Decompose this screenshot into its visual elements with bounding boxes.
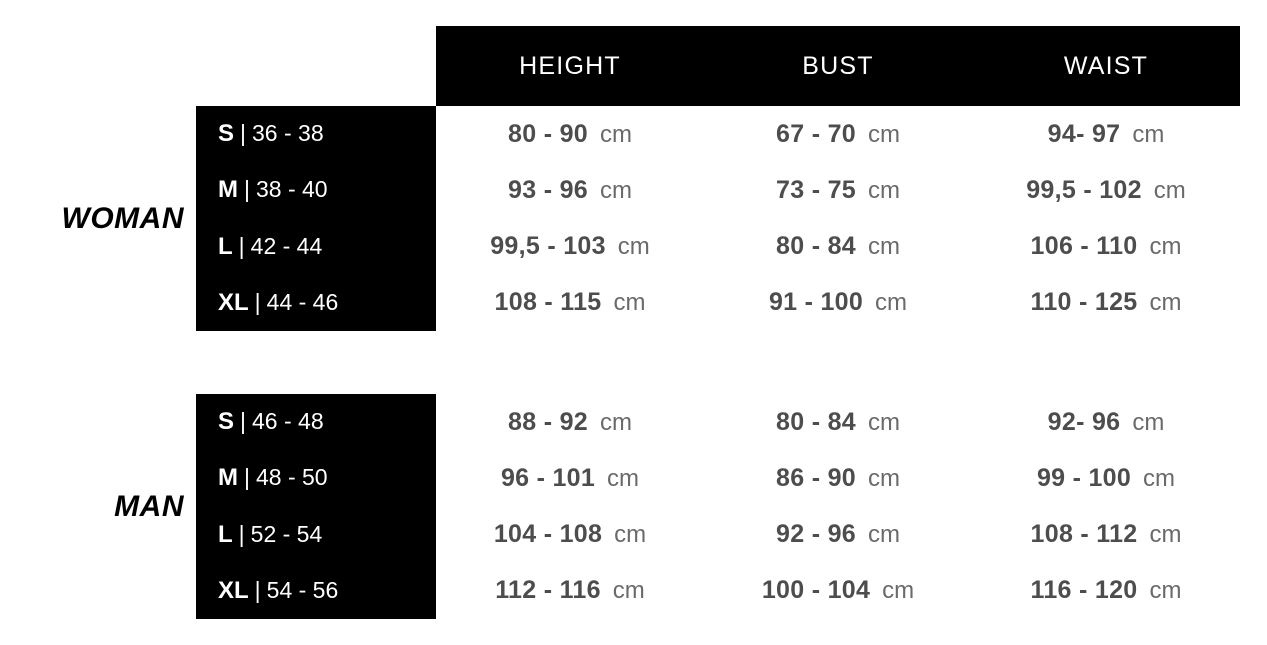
table-row xyxy=(196,275,1240,331)
cell-waist xyxy=(972,464,1240,493)
cell-size xyxy=(196,577,436,605)
waist-unit: cm xyxy=(1149,521,1182,549)
size-separator: | xyxy=(238,520,245,547)
size-separator: | xyxy=(240,120,246,147)
cell-waist xyxy=(972,120,1240,149)
cell-height xyxy=(436,120,704,149)
cell-bust xyxy=(704,288,972,317)
cell-height xyxy=(436,176,704,205)
bust-value: 100 - 104 xyxy=(761,576,871,605)
size-range: 42 - 44 xyxy=(250,232,323,259)
cell-size xyxy=(196,408,436,436)
size-range: 52 - 54 xyxy=(250,520,323,547)
bust-unit: cm xyxy=(867,120,900,148)
bust-unit: cm xyxy=(867,176,900,204)
height-value: 112 - 116 xyxy=(495,576,601,605)
cell-bust xyxy=(704,576,972,605)
table-row xyxy=(196,507,1240,563)
group-label-woman: WOMAN xyxy=(61,201,184,235)
bust-value: 91 - 100 xyxy=(768,288,864,317)
cell-waist xyxy=(972,176,1240,205)
bust-value: 80 - 84 xyxy=(776,407,856,436)
table-row xyxy=(196,394,1240,450)
bust-unit: cm xyxy=(867,408,900,436)
height-unit: cm xyxy=(599,176,632,204)
cell-size xyxy=(196,120,436,148)
cell-height xyxy=(436,408,704,437)
cell-waist xyxy=(972,288,1240,317)
size-code: S xyxy=(218,120,235,148)
column-header-waist: WAIST xyxy=(1063,51,1149,80)
cell-waist xyxy=(972,408,1240,437)
waist-unit: cm xyxy=(1153,176,1186,204)
group-woman xyxy=(0,106,1267,331)
height-unit: cm xyxy=(617,233,650,261)
height-value: 88 - 92 xyxy=(508,407,588,436)
cell-bust xyxy=(704,408,972,437)
waist-value: 108 - 112 xyxy=(1030,520,1138,549)
waist-value: 110 - 125 xyxy=(1030,288,1138,317)
table-row xyxy=(196,450,1240,506)
bust-unit: cm xyxy=(867,521,900,549)
height-value: 80 - 90 xyxy=(508,119,588,148)
bust-unit: cm xyxy=(882,577,915,605)
size-code: S xyxy=(218,408,235,436)
waist-unit: cm xyxy=(1149,289,1182,317)
cell-bust xyxy=(704,520,972,549)
height-unit: cm xyxy=(613,289,646,317)
cell-waist xyxy=(972,232,1240,261)
cell-height xyxy=(436,464,704,493)
rows-woman xyxy=(196,106,1240,331)
table-row xyxy=(196,106,1240,162)
size-code: M xyxy=(218,176,238,204)
cell-size xyxy=(196,521,436,549)
height-value: 104 - 108 xyxy=(493,520,603,549)
waist-unit: cm xyxy=(1149,577,1182,605)
height-value: 93 - 96 xyxy=(508,175,588,204)
cell-bust xyxy=(704,120,972,149)
cell-bust xyxy=(704,232,972,261)
height-unit: cm xyxy=(614,521,647,549)
waist-unit: cm xyxy=(1143,464,1176,492)
waist-value: 99,5 - 102 xyxy=(1026,175,1142,204)
bust-unit: cm xyxy=(875,289,908,317)
size-code: M xyxy=(218,464,238,492)
cell-size xyxy=(196,464,436,492)
waist-unit: cm xyxy=(1132,120,1165,148)
waist-unit: cm xyxy=(1149,233,1182,261)
size-code: L xyxy=(218,232,233,260)
rows-man xyxy=(196,394,1240,619)
bust-value: 86 - 90 xyxy=(776,463,856,492)
waist-value: 116 - 120 xyxy=(1030,576,1138,605)
size-separator: | xyxy=(238,232,245,259)
size-range: 48 - 50 xyxy=(255,464,328,491)
bust-value: 92 - 96 xyxy=(776,520,856,549)
bust-value: 73 - 75 xyxy=(776,175,856,204)
size-separator: | xyxy=(254,576,261,603)
size-code: XL xyxy=(218,576,249,604)
height-value: 96 - 101 xyxy=(500,463,596,492)
group-man xyxy=(0,394,1267,619)
bust-value: 67 - 70 xyxy=(776,119,856,148)
size-range: 46 - 48 xyxy=(252,408,324,435)
waist-value: 99 - 100 xyxy=(1036,463,1132,492)
height-unit: cm xyxy=(599,120,632,148)
cell-bust xyxy=(704,176,972,205)
cell-height xyxy=(436,520,704,549)
cell-waist xyxy=(972,576,1240,605)
size-range: 36 - 38 xyxy=(252,120,324,147)
size-code: XL xyxy=(218,288,249,316)
size-separator: | xyxy=(254,288,261,315)
table-row xyxy=(196,162,1240,218)
size-code: L xyxy=(218,520,233,548)
cell-size xyxy=(196,289,436,317)
height-unit: cm xyxy=(612,577,645,605)
column-header-height: HEIGHT xyxy=(519,51,621,80)
cell-size xyxy=(196,233,436,261)
cell-height xyxy=(436,288,704,317)
waist-value: 94- 97 xyxy=(1047,119,1121,148)
bust-value: 80 - 84 xyxy=(776,232,856,261)
table-row xyxy=(196,563,1240,619)
waist-unit: cm xyxy=(1132,408,1165,436)
group-label-man: MAN xyxy=(114,489,184,523)
bust-unit: cm xyxy=(867,464,900,492)
cell-bust xyxy=(704,464,972,493)
cell-waist xyxy=(972,520,1240,549)
size-separator: | xyxy=(240,408,246,435)
height-value: 108 - 115 xyxy=(494,288,602,317)
cell-size xyxy=(196,176,436,204)
size-range: 54 - 56 xyxy=(266,576,339,603)
table-row xyxy=(196,219,1240,275)
size-range: 44 - 46 xyxy=(266,288,339,315)
height-unit: cm xyxy=(599,408,632,436)
cell-height xyxy=(436,232,704,261)
size-separator: | xyxy=(244,464,250,491)
bust-unit: cm xyxy=(867,233,900,261)
waist-value: 92- 96 xyxy=(1047,407,1121,436)
height-unit: cm xyxy=(607,464,640,492)
waist-value: 106 - 110 xyxy=(1030,232,1138,261)
size-range: 38 - 40 xyxy=(255,176,328,203)
size-separator: | xyxy=(244,176,250,203)
column-header-bust: BUST xyxy=(802,51,874,80)
table-header-row xyxy=(436,26,1240,106)
height-value: 99,5 - 103 xyxy=(490,232,606,261)
cell-height xyxy=(436,576,704,605)
